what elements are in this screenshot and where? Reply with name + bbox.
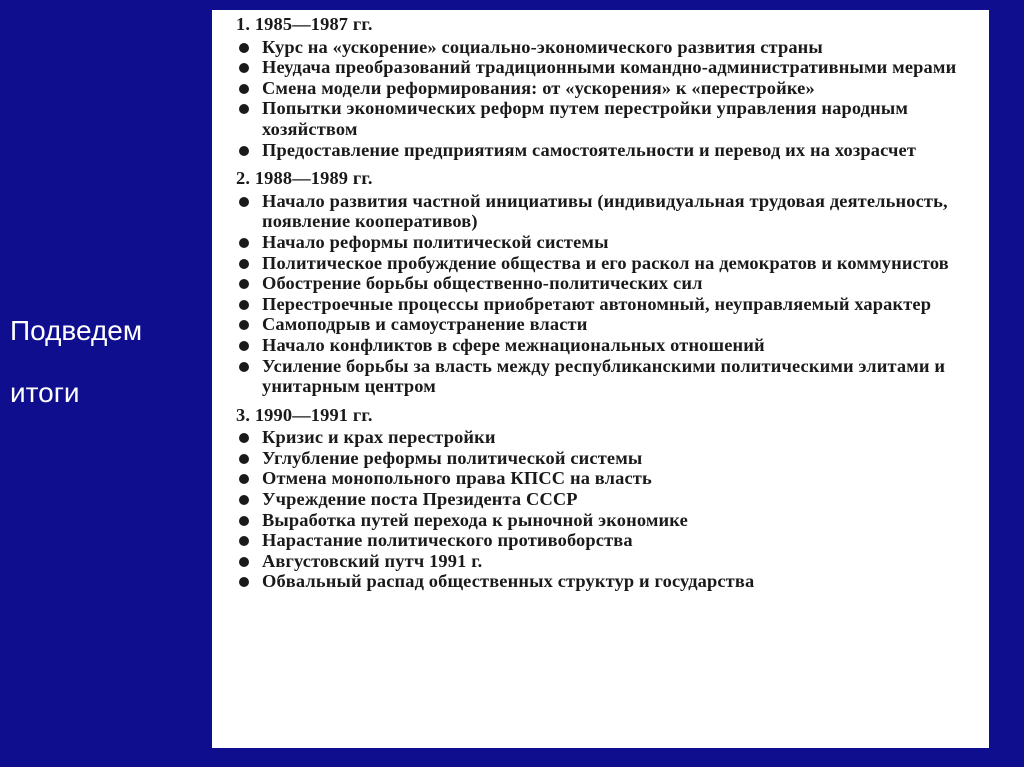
bullet-icon (239, 43, 249, 53)
list-item: Обвальный распад общественных структур и государства (236, 571, 981, 592)
bullet-icon (239, 320, 249, 330)
list-item: Начало конфликтов в сфере межнациональных отношений (236, 335, 981, 356)
bullet-icon (239, 300, 249, 310)
bullet-icon (239, 433, 249, 443)
bullet-icon (239, 84, 249, 94)
list-item: Кризис и крах перестройки (236, 427, 981, 448)
item-list (236, 427, 981, 592)
bullet-icon (239, 362, 249, 372)
list-item: Учреждение поста Президента СССР (236, 489, 981, 510)
period-section-2 (236, 168, 981, 397)
list-item: Политическое пробуждение общества и его раскол на демократов и коммунистов (236, 253, 981, 274)
list-item: Курс на «ускорение» социально-экономического развития страны (236, 37, 981, 58)
slide-title-line-2: итоги (10, 377, 80, 408)
list-item: Предоставление предприятиям самостоятельности и перевод их на хозрасчет (236, 140, 981, 161)
slide-title-line-1: Подведем (10, 315, 143, 346)
section-heading: 1. 1985—1987 гг. (236, 14, 373, 34)
item-list (236, 37, 981, 161)
bullet-icon (239, 577, 249, 587)
slide-title (10, 300, 142, 424)
bullet-icon (239, 238, 249, 248)
period-section-3 (236, 405, 981, 592)
bullet-icon (239, 197, 249, 207)
list-item: Углубление реформы политической системы (236, 448, 981, 469)
bullet-icon (239, 63, 249, 73)
list-item: Обострение борьбы общественно-политических сил (236, 273, 981, 294)
bullet-icon (239, 557, 249, 567)
list-item: Самоподрыв и самоустранение власти (236, 314, 981, 335)
list-item: Попытки экономических реформ путем перестройки управления народным хозяйством (236, 98, 981, 139)
list-item: Начало реформы политической системы (236, 232, 981, 253)
bullet-icon (239, 495, 249, 505)
section-heading: 3. 1990—1991 гг. (236, 404, 373, 425)
list-item: Усиление борьбы за власть между республиканскими политическими элитами и унитарным центром (236, 356, 981, 397)
list-item: Начало развития частной инициативы (индивидуальная трудовая деятельность, появление кооперативов) (236, 191, 981, 232)
bullet-icon (239, 146, 249, 156)
summary-document (212, 10, 989, 748)
bullet-icon (239, 516, 249, 526)
list-item: Нарастание политического противоборства (236, 530, 981, 551)
item-list (236, 191, 981, 397)
bullet-icon (239, 474, 249, 484)
list-item: Отмена монопольного права КПСС на власть (236, 468, 981, 489)
bullet-icon (239, 259, 249, 269)
list-item: Перестроечные процессы приобретают автономный, неуправляемый характер (236, 294, 981, 315)
list-item: Неудача преобразований традиционными командно-административными мерами (236, 57, 981, 78)
list-item: Выработка путей перехода к рыночной экономике (236, 510, 981, 531)
section-heading: 2. 1988—1989 гг. (236, 168, 373, 189)
bullet-icon (239, 454, 249, 464)
bullet-icon (239, 279, 249, 289)
bullet-icon (239, 104, 249, 114)
bullet-icon (239, 536, 249, 546)
list-item: Смена модели реформирования: от «ускорения» к «перестройке» (236, 78, 981, 99)
list-item: Августовский путч 1991 г. (236, 551, 981, 572)
period-section-1 (236, 14, 981, 160)
bullet-icon (239, 341, 249, 351)
